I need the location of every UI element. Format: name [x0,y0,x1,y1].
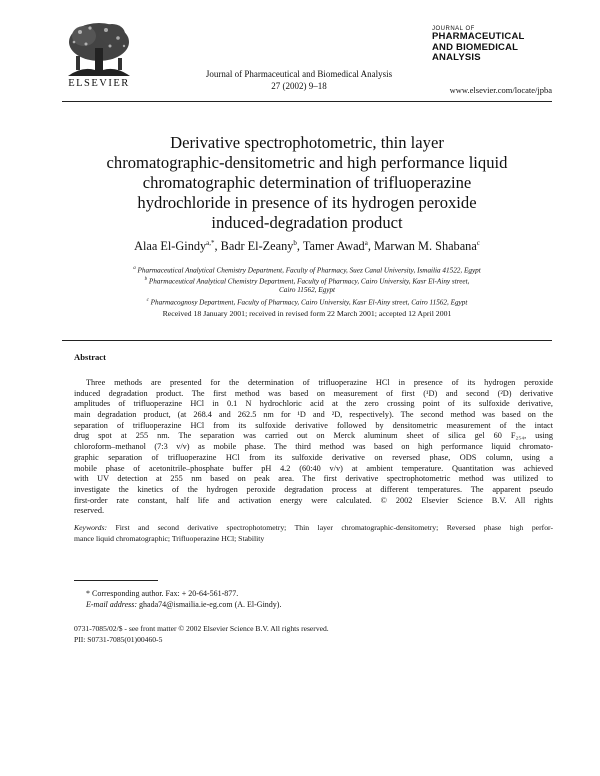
affiliation-text: Pharmacognosy Department, Faculty of Pharmacy, Cairo University, Kasr El-Ainy street, Cairo 11562, Egypt [150,298,468,307]
title-line: Derivative spectrophotometric, thin layer [170,133,444,152]
abstract-line: first-order rate constant, half life and activation energy were calculated. © 2002 Elsevier Science B.V. All rights [74,495,553,505]
affiliation-text: Pharmaceutical Analytical Chemistry Department, Faculty of Pharmacy, Suez Canal University, Ismailia 41522, Egypt [137,266,481,275]
author-name: Badr El-Zeany [220,239,294,254]
article-title [62,133,552,233]
abstract-divider [62,340,552,341]
author-affiliation-mark: a [364,239,368,247]
journal-url[interactable]: www.elsevier.com/locate/jpba [449,85,552,95]
abstract-line: drug spot at 255 nm. The separation was carried out on Merck aluminum sheet of silica gel 60 F₂₅₄, using [74,431,553,441]
abstract-line: main degradation product, (at 268.4 and 262.5 nm for ¹D and ²D, respectively). The second method was based on the [74,410,553,420]
abstract-line: chloroform–methanol (7:3 v/v) as mobile phase. The third method was based on high performance liquid chromato- [74,442,553,452]
author-affiliation-mark: b [293,239,297,247]
received-dates: Received 18 January 2001; received in revised form 22 March 2001; accepted 12 April 2001 [162,309,452,318]
elsevier-tree-logo [62,20,136,80]
affiliation-mark: a [133,266,136,271]
affiliation-mark: c [146,298,149,303]
keywords-label: Keywords: [74,523,108,532]
corresponding-author-email [86,599,506,610]
journal-brand-line1: PHARMACEUTICAL [432,31,525,42]
email-address[interactable]: ghada74@ismailia.ie-eg.com (A. El-Gindy). [139,600,282,609]
header-divider [62,101,552,102]
email-label: E-mail address: [86,600,138,609]
journal-brand-small: JOURNAL OF [432,26,475,32]
journal-brand-line2: AND BIOMEDICAL [432,41,519,53]
author-affiliation-mark: c [476,239,480,247]
affiliation-a [62,264,552,275]
journal-name: Journal of Pharmaceutical and Biomedical Analysis [205,69,393,79]
corresponding-author-fax: * Corresponding author. Fax: + 20-64-561-877. [86,589,239,598]
author-name: Marwan M. Shabana [373,239,477,254]
journal-brand [432,26,552,64]
keywords [74,523,553,544]
author-name: Tamer Awad [302,239,365,254]
abstract-line: reserved. [74,506,105,516]
title-line: induced-degradation product [211,213,403,232]
keywords-text: First and second derivative spectrophotometry; Thin layer chromatographic-densitometry; Reversed phase high perfor- [115,523,554,532]
abstract-line: with UV detection at 255 nm based on peak area. The first derivative spectrophotometric method was utilized to [74,474,553,484]
title-line: hydrochloride in presence of its hydrogen peroxide [137,193,477,212]
publisher-name: ELSEVIER [68,78,130,89]
affiliation-text: Pharmaceutical Analytical Chemistry Department, Faculty of Pharmacy, Cairo University, Kasr El-Ainy street, [148,277,470,286]
abstract-line: mobile phase of acetonitrile–phosphate buffer pH 4.2 (60:40 v/v) at ambient temperature. Quantitation was achieved [74,463,553,473]
title-line: chromatographic determination of trifluoperazine [142,173,472,192]
corresponding-author-footnote [86,588,506,610]
copyright-line: 0731-7085/02/$ - see front matter © 2002 Elsevier Science B.V. All rights reserved. [74,624,329,633]
title-line: chromatographic-densitometric and high performance liquid [106,153,508,172]
footnote-divider [74,580,158,581]
volume-pages: 27 (2002) 9–18 [271,81,327,91]
keywords-line [74,523,553,534]
pii-line: PII: S0731-7085(01)00460-5 [74,635,163,644]
author-list: Alaa El-Gindy$^{a,*}$, Badr El-Zeany$^b$, Tamer Awad$^a$, Marwan M. Shabana$^c$ [134,239,480,254]
keywords-line: mance liquid chromatographic; Trifluoperazine HCl; Stability [74,533,265,543]
affiliation-c [62,296,552,307]
author-name: Alaa El-Gindy [134,239,207,254]
abstract-line: graphic separation of trifluoperazine HCl from its sulfoxide derivative on reversed phase, ODS column, using a [74,452,553,462]
abstract-line: investigate the kinetics of the hydrogen peroxide degradation process at different temperatures. The apparent pseudo [74,484,553,494]
front-matter [74,623,494,645]
affiliation-mark: b [144,277,148,282]
abstract-line: Three methods are presented for the determination of trifluoperazine HCl in presence of its hydrogen peroxide [86,378,553,387]
abstract-line: induced degradation product. The first method was based on measurement of first (¹D) and second (²D) derivative [74,388,553,398]
abstract-body [74,378,553,517]
abstract-line: amplitudes of trifluoperazine HCl in 0.1 N hydrochloric acid at the zero crossing point of its sulfoxide derivative, [74,399,553,409]
abstract-heading: Abstract [74,352,106,362]
author-affiliation-mark: a,* [206,239,215,247]
abstract-line: separation of trifluoperazine HCl from its sulfoxide derivative followed by densitometric measurement of the intact [74,420,553,430]
affiliation-b-cont: Cairo 11562, Egypt [278,286,336,294]
journal-citation [170,68,428,92]
journal-brand-line3: ANALYSIS [432,52,481,63]
